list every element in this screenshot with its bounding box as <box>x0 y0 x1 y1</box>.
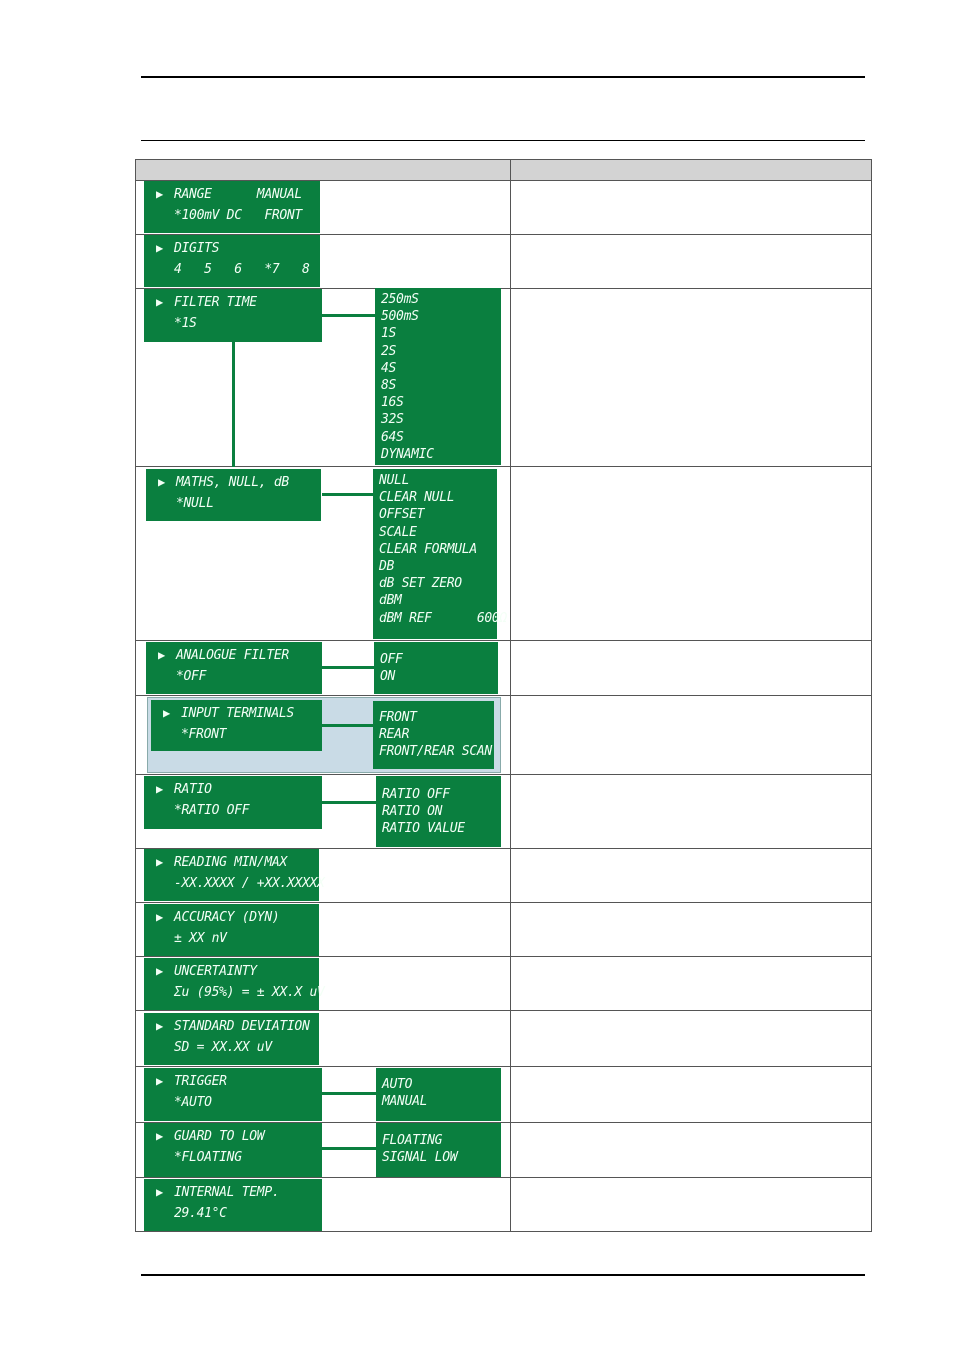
menu-title: DIGITS <box>174 241 220 256</box>
option-item[interactable]: REAR <box>379 727 410 743</box>
play-arrow-icon: ▶ <box>156 187 163 201</box>
menu-accuracy[interactable] <box>144 904 319 956</box>
option-item[interactable]: MANUAL <box>382 1094 428 1110</box>
play-arrow-icon: ▶ <box>156 782 163 796</box>
option-item[interactable]: RATIO VALUE <box>382 821 465 837</box>
menu-title: ANALOGUE FILTER <box>176 648 289 663</box>
trigger-options <box>376 1068 501 1121</box>
filter-to-maths-vertical-line <box>232 342 235 467</box>
play-arrow-icon: ▶ <box>156 295 163 309</box>
ratio-options <box>376 776 501 847</box>
row-divider <box>136 640 871 641</box>
table-header-right <box>511 160 871 181</box>
input-terminals-options <box>373 701 494 769</box>
option-item[interactable]: OFFSET <box>379 507 425 523</box>
menu-value: 4 5 6 *7 8 <box>174 262 310 277</box>
menu-value: *AUTO <box>174 1095 212 1110</box>
menu-value: Σu (95%) = ± XX.X uV <box>174 985 325 1000</box>
row-divider <box>136 956 871 957</box>
menu-guard-to-low[interactable] <box>144 1123 322 1177</box>
option-item[interactable]: FRONT <box>379 710 417 725</box>
play-arrow-icon: ▶ <box>156 1185 163 1199</box>
option-item[interactable]: 2S <box>381 343 397 359</box>
ratio-connector <box>322 801 376 804</box>
analogue-filter-connector <box>322 666 374 669</box>
option-item[interactable]: OFF <box>380 652 403 667</box>
option-item[interactable]: 16S <box>381 395 404 411</box>
menu-value: *1S <box>174 316 197 331</box>
play-arrow-icon: ▶ <box>158 648 165 662</box>
header-rule <box>141 140 865 141</box>
option-item[interactable]: SCALE <box>379 524 417 540</box>
option-item[interactable]: DB <box>379 558 395 574</box>
option-item[interactable]: 8S <box>381 377 397 393</box>
bottom-rule <box>141 1274 865 1276</box>
menu-value: 29.41°C <box>174 1206 227 1221</box>
menu-range[interactable] <box>144 181 320 233</box>
maths-options <box>373 469 507 639</box>
option-item[interactable]: 500mS <box>381 309 419 325</box>
option-item[interactable]: FLOATING <box>382 1133 443 1148</box>
menu-uncertainty[interactable] <box>144 958 325 1010</box>
menu-value: *NULL <box>176 496 214 511</box>
menu-internal-temp[interactable] <box>144 1179 322 1231</box>
row-divider <box>136 774 871 775</box>
option-item[interactable]: CLEAR FORMULA <box>379 541 477 557</box>
menu-standard-deviation[interactable] <box>144 1013 319 1065</box>
option-item[interactable]: RATIO ON <box>382 804 443 820</box>
option-item[interactable]: DYNAMIC <box>381 446 434 462</box>
play-arrow-icon: ▶ <box>156 855 163 869</box>
menu-reading-min-max[interactable] <box>144 849 325 901</box>
menu-analogue-filter[interactable] <box>146 642 322 694</box>
menu-value: -XX.XXXX / +XX.XXXXX <box>174 876 325 891</box>
option-item[interactable]: SIGNAL LOW <box>382 1150 458 1166</box>
play-arrow-icon: ▶ <box>156 1019 163 1033</box>
play-arrow-icon: ▶ <box>156 964 163 978</box>
option-item[interactable]: CLEAR NULL <box>379 490 455 506</box>
row-divider <box>136 1066 871 1067</box>
top-rule <box>141 76 865 78</box>
filter-time-options <box>375 288 501 465</box>
menu-title: INTERNAL TEMP. <box>174 1185 280 1200</box>
menu-title: STANDARD DEVIATION <box>174 1019 310 1034</box>
menu-value: ± XX nV <box>174 931 227 946</box>
menu-title: UNCERTAINTY <box>174 964 257 979</box>
menu-title: GUARD TO LOW <box>174 1129 265 1144</box>
option-item[interactable]: 4S <box>381 360 397 376</box>
row-divider <box>136 1177 871 1178</box>
menu-value: *FLOATING <box>174 1150 242 1165</box>
trigger-connector <box>322 1092 376 1095</box>
menu-ratio[interactable] <box>144 776 322 829</box>
row-divider <box>136 695 871 696</box>
play-arrow-icon: ▶ <box>156 241 163 255</box>
option-item[interactable]: ON <box>380 669 396 685</box>
menu-value: *RATIO OFF <box>174 803 250 818</box>
menu-title: RANGE MANUAL <box>174 187 302 202</box>
guard-to-low-options <box>376 1123 501 1177</box>
menu-value: SD = XX.XX uV <box>174 1040 272 1055</box>
option-item[interactable]: RATIO OFF <box>382 787 450 802</box>
option-item[interactable]: 1S <box>381 326 397 342</box>
play-arrow-icon: ▶ <box>156 1074 163 1088</box>
menu-maths-null-db[interactable] <box>146 469 321 521</box>
menu-value: *OFF <box>176 669 207 684</box>
menu-title: RATIO <box>174 782 212 797</box>
row-divider <box>136 1010 871 1011</box>
analogue-filter-options <box>374 642 498 694</box>
menu-value: *100mV DC FRONT <box>174 208 302 223</box>
menu-title: INPUT TERMINALS <box>181 706 294 721</box>
play-arrow-icon: ▶ <box>156 1129 163 1143</box>
menu-value: *FRONT <box>181 727 227 742</box>
menu-filter-time[interactable] <box>144 289 322 342</box>
guard-connector <box>322 1147 376 1150</box>
row-divider <box>136 902 871 903</box>
option-item[interactable]: NULL <box>379 473 410 488</box>
option-item[interactable]: 64S <box>381 429 404 445</box>
menu-digits[interactable] <box>144 235 320 287</box>
menu-input-terminals[interactable] <box>151 700 322 751</box>
option-item[interactable]: dBM REF 600Ω <box>379 610 507 626</box>
option-item[interactable]: AUTO <box>382 1077 413 1092</box>
menu-trigger[interactable] <box>144 1068 322 1121</box>
menu-title: ACCURACY (DYN) <box>174 910 280 925</box>
row-divider <box>136 466 871 467</box>
option-item[interactable]: dB SET ZERO <box>379 576 462 592</box>
option-item[interactable]: 250mS <box>381 292 419 307</box>
input-terminals-connector <box>322 724 374 727</box>
menu-title: READING MIN/MAX <box>174 855 287 870</box>
option-item[interactable]: dBM <box>379 593 402 609</box>
menu-title: MATHS, NULL, dB <box>176 475 289 490</box>
play-arrow-icon: ▶ <box>156 910 163 924</box>
play-arrow-icon: ▶ <box>158 475 165 489</box>
play-arrow-icon: ▶ <box>163 706 170 720</box>
filter-time-connector <box>322 314 375 317</box>
menu-title: TRIGGER <box>174 1074 227 1089</box>
option-item[interactable]: FRONT/REAR SCAN <box>379 744 492 760</box>
maths-connector <box>322 493 374 496</box>
option-item[interactable]: 32S <box>381 412 404 428</box>
menu-title: FILTER TIME <box>174 295 257 310</box>
table-header-left <box>136 160 510 181</box>
